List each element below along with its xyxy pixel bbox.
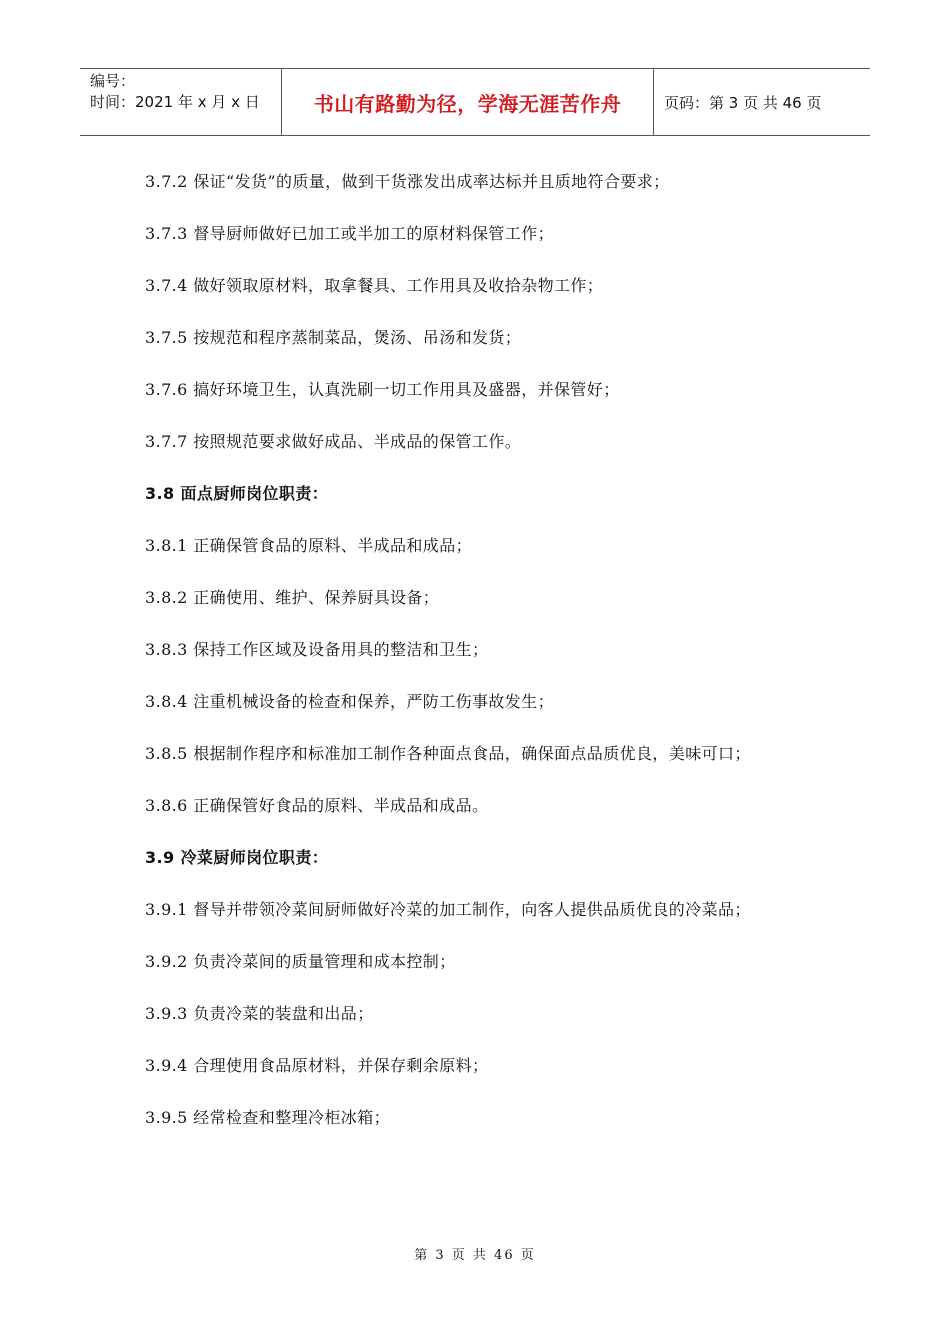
list-item: 3.8.2 正确使用、维护、保养厨具设备；	[145, 588, 440, 607]
list-item: 3.8.3 保持工作区域及设备用具的整洁和卫生；	[145, 640, 489, 659]
list-item: 3.7.7 按照规范要求做好成品、半成品的保管工作。	[145, 432, 522, 451]
list-item: 3.8.4 注重机械设备的检查和保养，严防工伤事故发生；	[145, 692, 554, 711]
list-item: 3.7.3 督导厨师做好已加工或半加工的原材料保管工作；	[145, 224, 554, 243]
list-item: 3.8.6 正确保管好食品的原料、半成品和成品。	[145, 796, 489, 815]
header-page-info: 页码：第 3 页 共 46 页	[664, 93, 822, 112]
list-item: 3.9.5 经常检查和整理冷柜冰箱；	[145, 1108, 390, 1127]
list-item: 3.8.1 正确保管食品的原料、半成品和成品；	[145, 536, 472, 555]
document-body	[145, 162, 825, 1150]
header-meta	[80, 69, 282, 135]
page-footer: 第 3 页 共 46 页	[414, 1248, 536, 1263]
section-heading: 3.8 面点厨师岗位职责：	[145, 484, 329, 503]
page-header	[80, 68, 870, 136]
list-item: 3.8.5 根据制作程序和标准加工制作各种面点食品，确保面点品质优良，美味可口；	[145, 744, 751, 763]
list-item: 3.9.4 合理使用食品原材料，并保存剩余原料；	[145, 1056, 489, 1075]
document-number-label: 编号：	[90, 72, 136, 90]
list-item: 3.7.4 做好领取原材料，取拿餐具、工作用具及收拾杂物工作；	[145, 276, 604, 295]
section-heading: 3.9 冷菜厨师岗位职责：	[145, 848, 329, 867]
list-item: 3.7.2 保证“发货”的质量，做到干货涨发出成率达标并且质地符合要求；	[145, 172, 670, 191]
list-item: 3.9.1 督导并带领冷菜间厨师做好冷菜的加工制作，向客人提供品质优良的冷菜品；	[145, 900, 751, 919]
list-item: 3.7.6 搞好环境卫生，认真洗刷一切工作用具及盛器，并保管好；	[145, 380, 620, 399]
list-item: 3.7.5 按规范和程序蒸制菜品，煲汤、吊汤和发货；	[145, 328, 522, 347]
document-date: 时间：2021 年 x 月 x 日	[90, 93, 260, 111]
list-item: 3.9.3 负责冷菜的装盘和出品；	[145, 1004, 374, 1023]
list-item: 3.9.2 负责冷菜间的质量管理和成本控制；	[145, 952, 456, 971]
header-motto: 书山有路勤为径，学海无涯苦作舟	[282, 69, 654, 135]
